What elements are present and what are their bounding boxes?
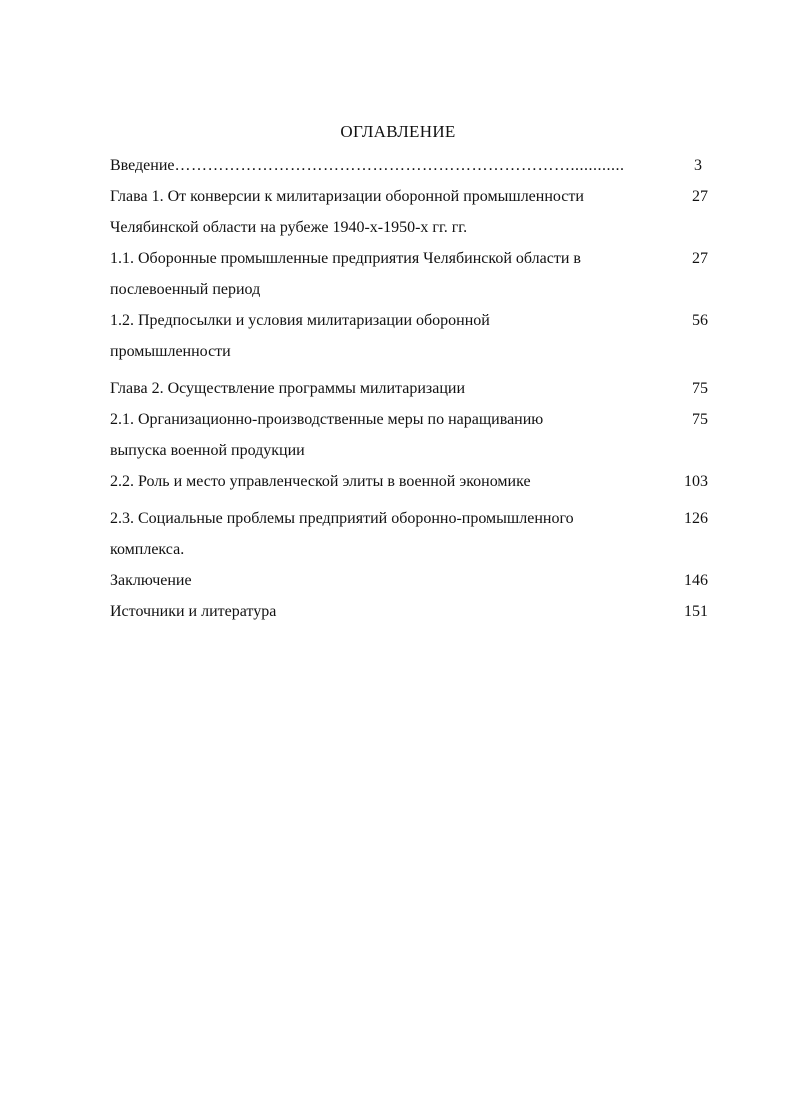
toc-entry-introduction <box>110 150 710 181</box>
toc-entry-chapter-2 <box>110 373 710 404</box>
toc-entry-chapter-1 <box>110 181 710 243</box>
toc-entry-label: Введение <box>110 157 175 174</box>
toc-page-number: 27 <box>692 188 708 205</box>
toc-entry-label: 2.3. Социальные проблемы предприятий оборонно-промышленного <box>110 510 574 527</box>
toc-page-number: 3 <box>694 157 702 174</box>
toc-entry-section-2-2 <box>110 466 710 497</box>
toc-entry-section-1-1 <box>110 243 710 305</box>
toc-entry-label: Источники и литература <box>110 603 277 620</box>
toc-entry-label: Глава 1. От конверсии к милитаризации оборонной промышленности <box>110 188 584 205</box>
page-title: ОГЛАВЛЕНИЕ <box>340 122 456 141</box>
toc-page-number: 27 <box>692 250 708 267</box>
toc-page-number: 75 <box>692 411 708 428</box>
toc-entry-section-2-1 <box>110 404 710 466</box>
toc-entry-conclusion <box>110 565 710 596</box>
toc-page-number: 146 <box>684 572 708 589</box>
toc-entry-sources <box>110 596 710 627</box>
table-of-contents <box>110 150 710 627</box>
toc-entry-section-2-3 <box>110 503 710 565</box>
toc-entry-label-continued: послевоенный период <box>110 281 261 298</box>
toc-page-number: 126 <box>684 510 708 527</box>
toc-entry-label: Заключение <box>110 572 192 589</box>
toc-page-number: 103 <box>684 473 708 490</box>
toc-entry-label: 2.2. Роль и место управленческой элиты в военной экономике <box>110 473 531 490</box>
toc-entry-label: 1.1. Оборонные промышленные предприятия Челябинской области в <box>110 250 581 267</box>
toc-entry-label-continued: промышленности <box>110 343 231 360</box>
dot-leader: ………………………………………………………………............ <box>174 157 625 174</box>
toc-entry-label-continued: Челябинской области на рубеже 1940-х-1950-х гг. гг. <box>110 219 468 236</box>
toc-page-number: 75 <box>692 380 708 397</box>
toc-entry-label: 2.1. Организационно-производственные меры по наращиванию <box>110 411 544 428</box>
toc-page-number: 56 <box>692 312 708 329</box>
toc-entry-label-continued: комплекса. <box>110 541 185 558</box>
toc-entry-section-1-2 <box>110 305 710 367</box>
toc-entry-label: 1.2. Предпосылки и условия милитаризации оборонной <box>110 312 490 329</box>
toc-entry-label-continued: выпуска военной продукции <box>110 442 305 459</box>
toc-page-number: 151 <box>684 603 708 620</box>
toc-entry-label: Глава 2. Осуществление программы милитаризации <box>110 380 466 397</box>
